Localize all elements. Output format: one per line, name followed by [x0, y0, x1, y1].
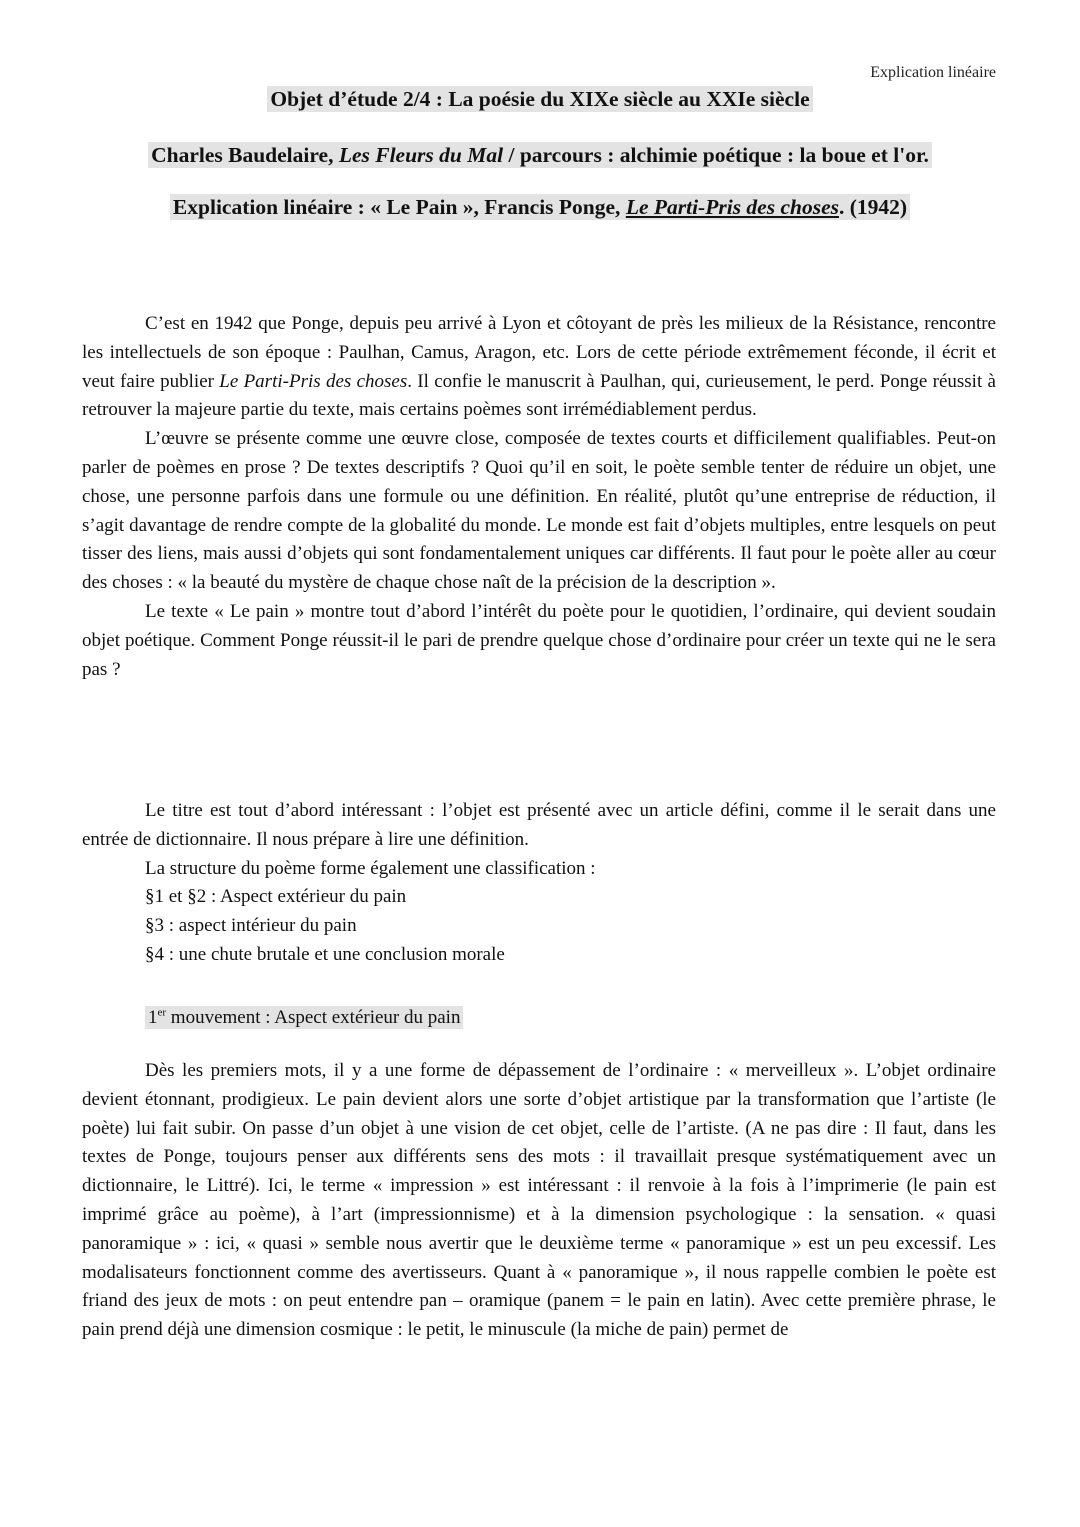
- structure-item: §4 : une chute brutale et une conclusion morale: [145, 943, 505, 965]
- analysis-section: [82, 1057, 996, 1345]
- movement-sup: er: [157, 1007, 167, 1019]
- course-title-text: Objet d’étude 2/4 : La poésie du XIXe siècle au XXIe siècle: [267, 86, 812, 112]
- intro-p1-work: Le Parti-Pris des choses: [219, 370, 408, 392]
- explication-suffix: . (1942): [839, 195, 908, 219]
- parcours-suffix: / parcours : alchimie poétique : la boue et l'or.: [503, 143, 929, 167]
- parcours-prefix: Charles Baudelaire,: [151, 143, 339, 167]
- explication-work-link[interactable]: Le Parti-Pris des choses: [625, 195, 839, 219]
- movement-label: mouvement : Aspect extérieur du pain: [166, 1007, 461, 1029]
- intro-paragraph-3: Le texte « Le pain » montre tout d’abord l’intérêt du poète pour le quotidien, l’ordinaire, qui devient soudain objet poétique. Comment Ponge réussit-il le pari de prendre quelque chose d’ordinaire pour créer un texte qui ne le sera pas ?: [82, 600, 996, 680]
- structure-paragraph-2: La structure du poème forme également une classification :: [145, 857, 596, 879]
- parcours-title-box: [148, 142, 932, 168]
- structure-paragraph-1: Le titre est tout d’abord intéressant : l’objet est présenté avec un article défini, comme il le serait dans une entrée de dictionnaire. Il nous prépare à lire une définition.: [82, 800, 996, 850]
- header-label: Explication linéaire: [870, 64, 996, 81]
- analysis-paragraph-1: Dès les premiers mots, il y a une forme de dépassement de l’ordinaire : « merveilleux ». L’objet ordinaire devient étonnant, prodigieux. Le pain devient alors une sorte d’objet artistique par la transformation que l’artiste (le poète) lui fait subir. On passe d’un objet à une vision de cet objet, celle de l’artiste. (A ne pas dire : Il faut, dans les textes de Ponge, toujours penser aux différents sens des mots : il travaillait presque systématiquement avec un dictionnaire, le Littré). Ici, le terme « impression » est intéressant : il renvoie à la fois à l’imprimerie (le pain est imprimé grâce au poème), à l’art (impressionnisme) et à la dimension psychologique : la sensation. « quasi panoramique » : ici, « quasi » semble nous avertir que le deuxième terme « panoramique » est un peu excessif. Les modalisateurs fonctionnent comme des avertisseurs. Quant à « panoramique », il nous rappelle combien le poète est friand des jeux de mots : on peut entendre pan – oramique (panem = le pain en latin). Avec cette première phrase, le pain prend déjà une dimension cosmique : le petit, le minuscule (la miche de pain) permet de: [82, 1060, 996, 1341]
- intro-p1-a: C’est en 1942 que Ponge, depuis peu arrivé à Lyon et côtoyant de près les milieux de la Résistance, rencontre les intellectuels de son époque : Paulhan, Camus, Aragon, etc. Lors de cette période extrêmement féconde, il écrit et veut faire publier: [82, 313, 996, 392]
- explication-title-box: [170, 194, 910, 220]
- movement-heading: [145, 999, 463, 1032]
- course-title: [0, 84, 1080, 114]
- explication-prefix: Explication linéaire : « Le Pain », Francis Ponge,: [172, 195, 626, 219]
- explication-title: [0, 192, 1080, 222]
- structure-item: §1 et §2 : Aspect extérieur du pain: [145, 886, 407, 908]
- movement-heading-box: [145, 1006, 463, 1029]
- intro-paragraph-2: L’œuvre se présente comme une œuvre close, composée de textes courts et difficilement qualifiables. Peut-on parler de poèmes en prose ? De textes descriptifs ? Quoi qu’il en soit, le poète semble tenter de réduire un objet, une chose, une personne parfois dans une formule ou une définition. En réalité, plutôt qu’une entreprise de réduction, il s’agit davantage de rendre compte de la globalité du monde. Le monde est fait d’objets multiples, entre lesquels on peut tisser des liens, mais aussi d’objets qui sont fondamentalement uniques car différents. Il faut pour le poète aller au cœur des choses : « la beauté du mystère de chaque chose naît de la précision de la description ».: [82, 428, 996, 594]
- movement-num: 1: [148, 1007, 158, 1029]
- parcours-title: [0, 140, 1080, 170]
- structure-section: [82, 797, 996, 970]
- intro-paragraph-1: [82, 310, 996, 425]
- intro-p1-b: . Il confie le manuscrit à Paulhan, qui, curieusement, le perd. Ponge réussit à retrouver la majeure partie du texte, mais certains poèmes sont irrémédiablement perdus.: [82, 370, 996, 421]
- introduction: [82, 310, 996, 684]
- structure-item: §3 : aspect intérieur du pain: [145, 915, 357, 937]
- parcours-work: Les Fleurs du Mal: [338, 143, 504, 167]
